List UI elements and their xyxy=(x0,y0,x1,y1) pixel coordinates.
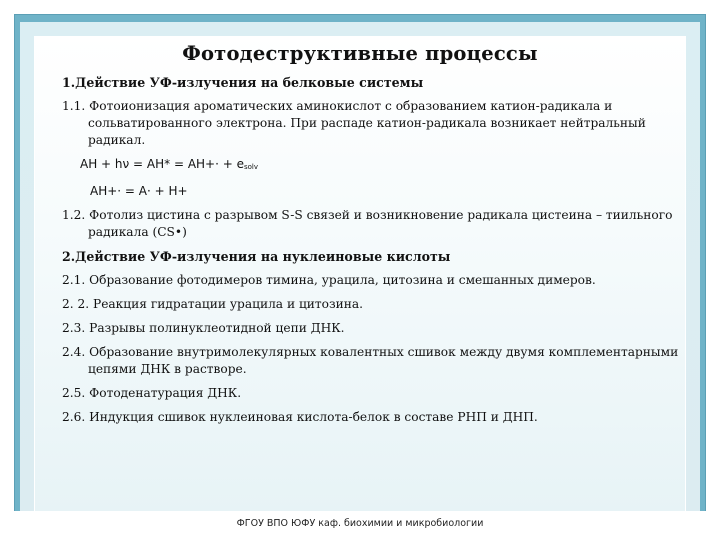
section1-heading: 1.Действие УФ-излучения на белковые системы xyxy=(62,75,424,90)
slide-title: Фотодеструктивные процессы xyxy=(182,42,538,65)
formula-1-text: АН + hν = АН* = АН+· + e xyxy=(80,157,244,171)
item-1-1: 1.1. Фотоионизация ароматических аминокислот с образованием катион-радикала и сольватированного электрона. При распаде катион-радикала возникает нейтральный радикал. xyxy=(62,99,646,147)
formula-1-subscript: solv xyxy=(244,163,259,171)
slide-footer: ФГОУ ВПО ЮФУ каф. биохимии и микробиологии xyxy=(236,518,484,529)
item-2-3: 2.3. Разрывы полинуклеотидной цепи ДНК. xyxy=(62,321,345,335)
formula-1 xyxy=(62,156,682,176)
item-2-2: 2. 2. Реакция гидратации урацила и цитозина. xyxy=(62,297,364,311)
item-2-1: 2.1. Образование фотодимеров тимина, урацила, цитозина и смешанных димеров. xyxy=(62,273,596,287)
section2-heading: 2.Действие УФ-излучения на нуклеиновые кислоты xyxy=(62,249,451,264)
formula-2: АН+· = А· + Н+ xyxy=(90,184,188,198)
item-1-2: 1.2. Фотолиз цистина с разрывом S-S связей и возникновение радикала цистеина – тиильного радикала (CS•) xyxy=(62,208,673,239)
item-2-5: 2.5. Фотоденатурация ДНК. xyxy=(62,386,242,400)
item-2-4: 2.4. Образование внутримолекулярных ковалентных сшивок между двумя комплементарными цепями ДНК в растворе. xyxy=(62,345,679,376)
slide-content xyxy=(62,74,682,433)
item-2-6: 2.6. Индукция сшивок нуклеиновая кислота-белок в составе РНП и ДНП. xyxy=(62,410,538,424)
